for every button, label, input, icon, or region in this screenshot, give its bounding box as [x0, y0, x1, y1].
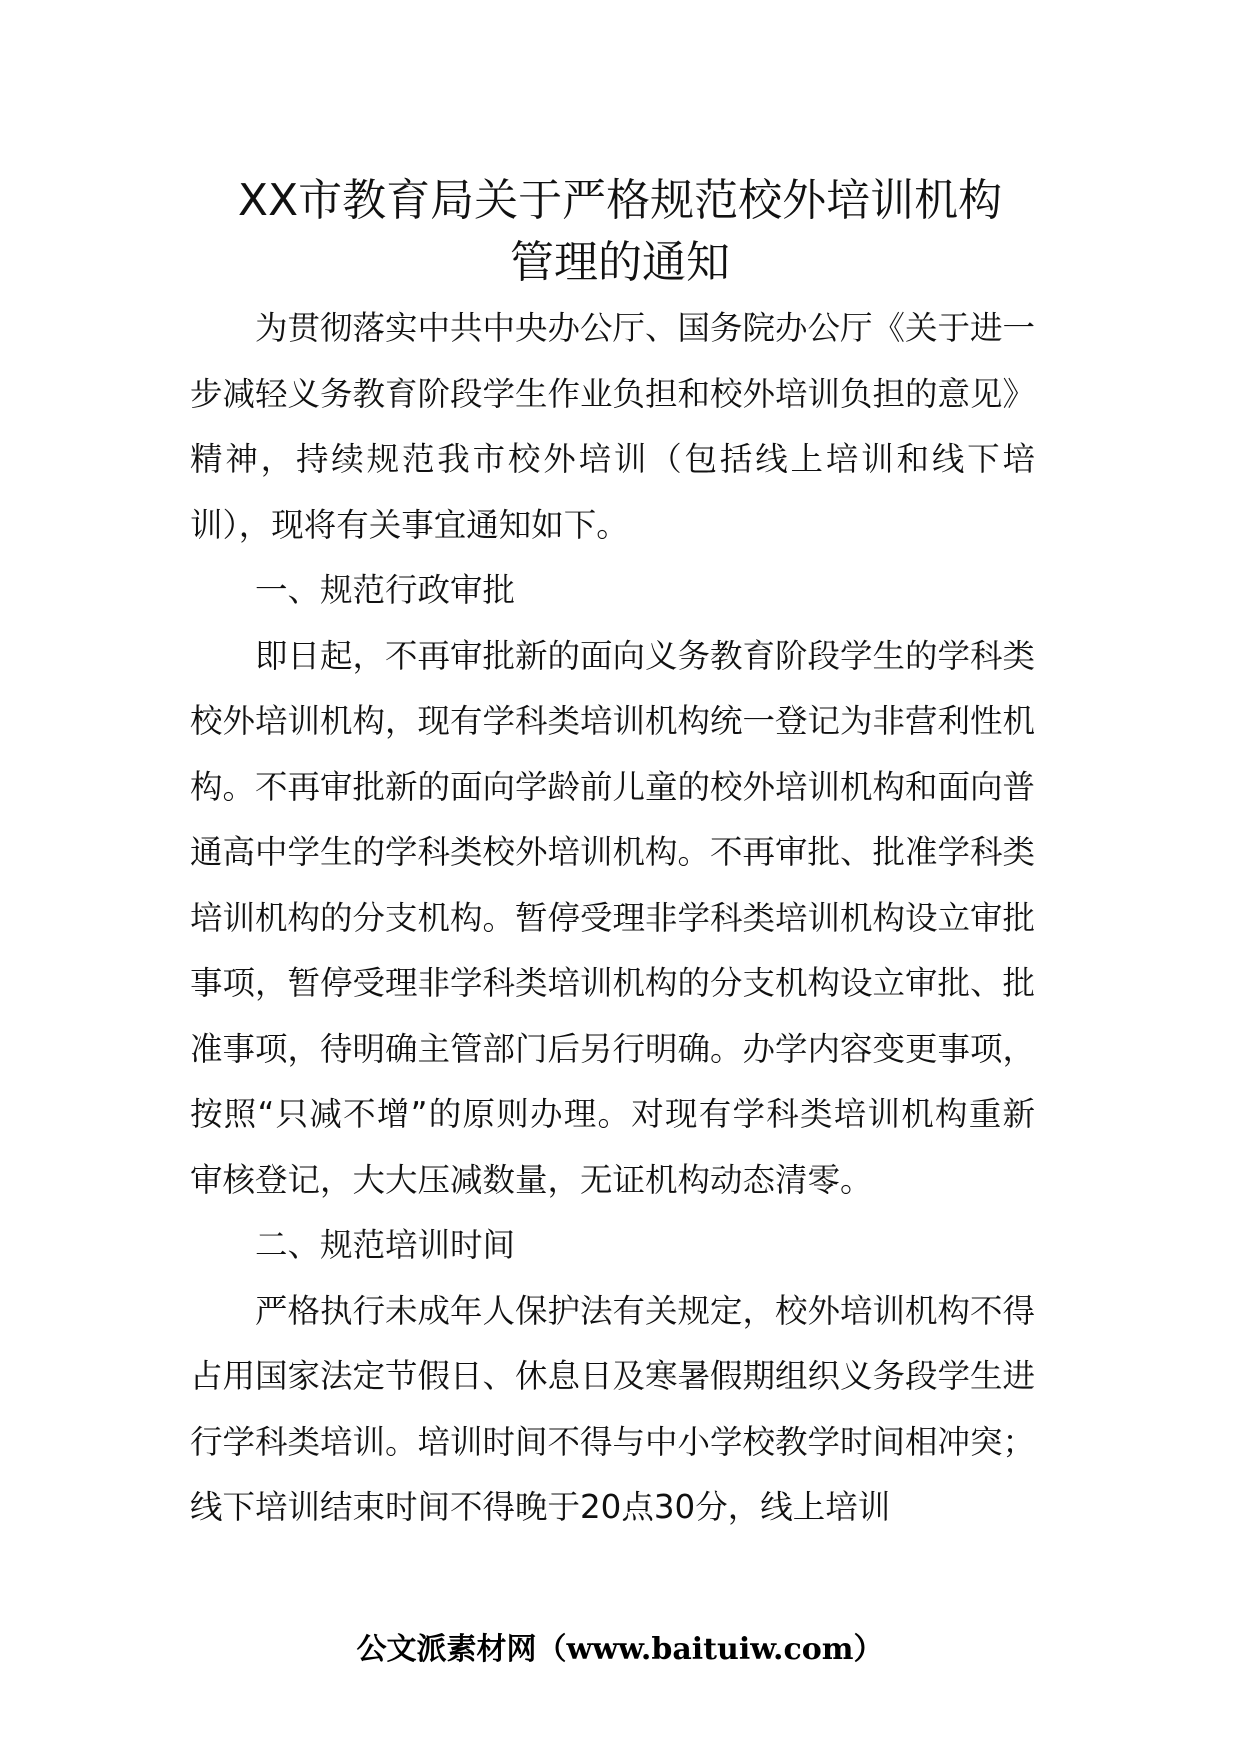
document-title-line1: XX市教育局关于严格规范校外培训机构	[237, 175, 1003, 226]
footer-watermark: 公文派素材网（www.baituiw.com）	[356, 1632, 884, 1667]
section-heading-1: 一、规范行政审批	[255, 571, 516, 609]
document-body	[190, 296, 1035, 1541]
section-heading-2: 二、规范培训时间	[255, 1226, 516, 1264]
document-title-line2: 管理的通知	[510, 237, 730, 288]
intro-paragraph: 为贯彻落实中共中央办公厅、国务院办公厅《关于进一步减轻义务教育阶段学生作业负担和校外培训负担的意见》精神，持续规范我市校外培训（包括线上培训和线下培训），现将有关事宜通知如下。	[190, 309, 1036, 544]
section-1-paragraph: 即日起，不再审批新的面向义务教育阶段学生的学科类校外培训机构，现有学科类培训机构统一登记为非营利性机构。不再审批新的面向学龄前儿童的校外培训机构和面向普通高中学生的学科类校外培训机构。不再审批、批准学科类培训机构的分支机构。暂停受理非学科类培训机构设立审批事项，暂停受理非学科类培训机构的分支机构设立审批、批准事项，待明确主管部门后另行明确。办学内容变更事项，按照“只减不增”的原则办理。对现有学科类培训机构重新审核登记，大大压减数量，无证机构动态清零。	[190, 636, 1036, 1199]
section-2-paragraph: 严格执行未成年人保护法有关规定，校外培训机构不得占用国家法定节假日、休息日及寒暑假期组织义务段学生进行学科类培训。培训时间不得与中小学校教学时间相冲突；线下培训结束时间不得晚于20点30分，线上培训	[190, 1291, 1036, 1526]
